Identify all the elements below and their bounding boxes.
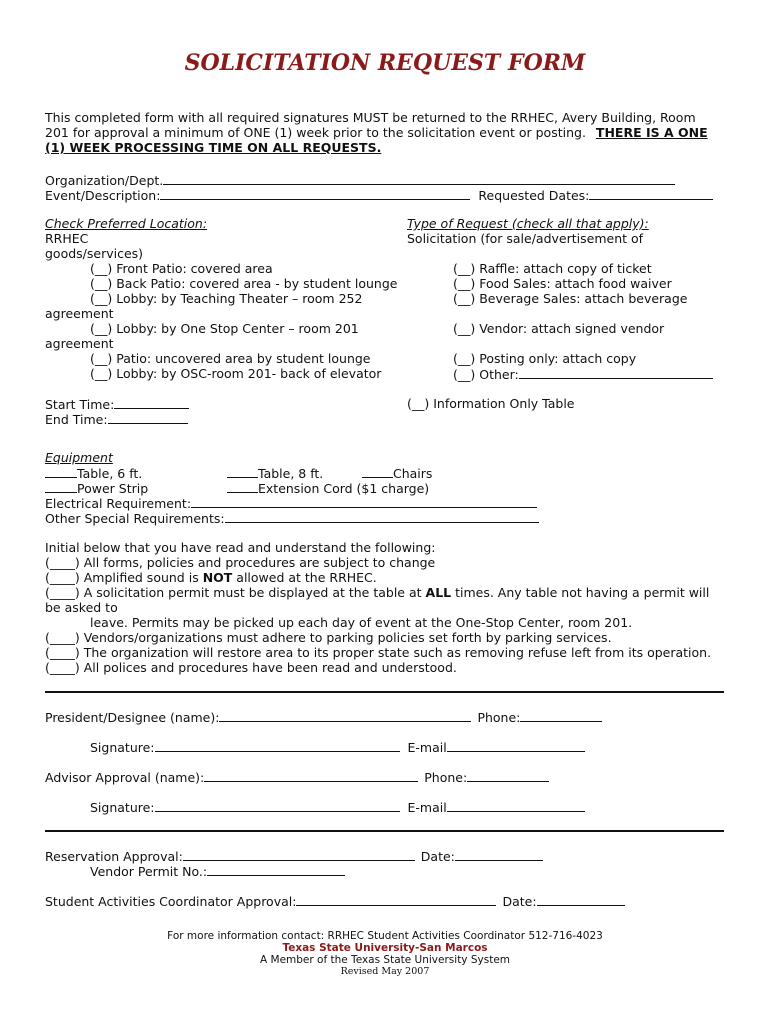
request-info-table[interactable]: (__) Information Only Table: [407, 396, 575, 411]
section-divider-2: [45, 830, 724, 832]
coordinator-row: [45, 893, 625, 909]
footer-member: A Member of the Texas State University System: [259, 954, 511, 966]
extension-cord-qty-field[interactable]: [227, 480, 258, 493]
end-time-field[interactable]: [108, 411, 188, 424]
location-wrap-agreement-1: agreement: [45, 306, 114, 321]
agreement-permit[interactable]: [45, 585, 709, 600]
agreement-sound-not: NOT: [202, 570, 233, 585]
location-rrhec: RRHEC: [45, 231, 89, 246]
agreement-parking[interactable]: (____) Vendors/organizations must adhere to parking policies set forth by parking services.: [45, 630, 612, 645]
equipment-power-strip: [45, 480, 148, 496]
footer-university: Texas State University-San Marcos: [282, 942, 488, 954]
special-requirements-label: Other Special Requirements:: [45, 511, 225, 526]
request-vendor[interactable]: (__) Vendor: attach signed vendor: [453, 321, 665, 336]
advisor-phone-label: Phone:: [424, 770, 468, 785]
location-back-patio[interactable]: (__) Back Patio: covered area - by student lounge: [90, 276, 398, 291]
coordinator-date-label: Date:: [502, 894, 537, 909]
request-raffle[interactable]: (__) Raffle: attach copy of ticket: [453, 261, 652, 276]
advisor-phone-field[interactable]: [467, 769, 549, 782]
footer-revised: Revised May 2007: [340, 966, 430, 977]
president-phone-label: Phone:: [477, 710, 521, 725]
request-other-row: [453, 366, 713, 382]
advisor-name-field[interactable]: [204, 769, 418, 782]
end-time-label: End Time:: [45, 412, 108, 427]
intro-line-2: [45, 125, 708, 140]
chairs-qty-field[interactable]: [362, 465, 393, 478]
intro-processing-notice: THERE IS A ONE: [595, 125, 708, 140]
reservation-date-label: Date:: [420, 849, 455, 864]
table-6-label: Table, 6 ft.: [77, 466, 143, 481]
advisor-email-label: E-mail: [407, 800, 447, 815]
agreement-sound-text: (____) Amplified sound is: [45, 570, 203, 585]
section-divider-1: [45, 691, 724, 693]
agreement-amplified-sound[interactable]: [45, 570, 377, 585]
agreement-permit-text-end: times. Any table not having a permit will: [451, 585, 710, 600]
request-other[interactable]: (__) Other:: [453, 367, 519, 382]
agreement-forms-policies[interactable]: (____) All forms, policies and procedures are subject to change: [45, 555, 436, 570]
requested-dates-field[interactable]: [589, 187, 713, 200]
organization-field[interactable]: [163, 172, 675, 185]
location-patio-uncovered[interactable]: (__) Patio: uncovered area by student lounge: [90, 351, 371, 366]
vendor-permit-label: Vendor Permit No.:: [90, 864, 208, 879]
vendor-permit-row: [90, 863, 345, 879]
power-strip-qty-field[interactable]: [45, 480, 77, 493]
agreement-permit-all: ALL: [425, 585, 452, 600]
start-time-row: [45, 396, 189, 412]
extension-cord-label: Extension Cord ($1 charge): [258, 481, 430, 496]
equipment-table-6: [45, 465, 142, 481]
president-phone-field[interactable]: [520, 709, 602, 722]
special-requirements-row: [45, 510, 539, 526]
special-requirements-field[interactable]: [225, 510, 539, 523]
intro-processing-notice-2: (1) WEEK PROCESSING TIME ON ALL REQUESTS.: [45, 140, 382, 155]
equipment-chairs: [362, 465, 432, 481]
coordinator-field[interactable]: [296, 893, 496, 906]
advisor-row: [45, 769, 549, 785]
advisor-label: Advisor Approval (name):: [45, 770, 205, 785]
table-8-label: Table, 8 ft.: [258, 466, 324, 481]
electrical-field[interactable]: [191, 495, 537, 508]
agreement-restore-area[interactable]: (____) The organization will restore area to its proper state such as removing refuse left from its operation.: [45, 645, 712, 660]
chairs-label: Chairs: [393, 466, 433, 481]
location-heading: Check Preferred Location:: [45, 216, 208, 231]
location-goods: goods/services): [45, 246, 144, 261]
end-time-row: [45, 411, 188, 427]
president-signature-field[interactable]: [155, 739, 400, 752]
coordinator-date-field[interactable]: [537, 893, 625, 906]
requested-dates-label: Requested Dates:: [478, 188, 590, 203]
president-signature-row: [90, 739, 585, 755]
reservation-label: Reservation Approval:: [45, 849, 183, 864]
equipment-heading: Equipment: [45, 450, 113, 465]
advisor-signature-row: [90, 799, 585, 815]
intro-line-2-text: 201 for approval a minimum of ONE (1) week prior to the solicitation event or posting.: [45, 125, 586, 140]
organization-label: Organization/Dept.: [45, 173, 164, 188]
president-label: President/Designee (name):: [45, 710, 220, 725]
reservation-date-field[interactable]: [455, 848, 543, 861]
equipment-extension-cord: [227, 480, 429, 496]
table-8-qty-field[interactable]: [227, 465, 258, 478]
organization-row: [45, 172, 675, 188]
equipment-table-8: [227, 465, 323, 481]
advisor-email-field[interactable]: [447, 799, 585, 812]
agreement-sound-text-end: allowed at the RRHEC.: [232, 570, 377, 585]
president-email-label: E-mail: [407, 740, 447, 755]
location-lobby-osc[interactable]: (__) Lobby: by OSC-room 201- back of elevator: [90, 366, 382, 381]
request-type-heading: Type of Request (check all that apply):: [407, 216, 649, 231]
form-title: SOLICITATION REQUEST FORM: [184, 50, 586, 76]
table-6-qty-field[interactable]: [45, 465, 77, 478]
location-lobby-theater[interactable]: (__) Lobby: by Teaching Theater – room 252: [90, 291, 363, 306]
location-lobby-one-stop[interactable]: (__) Lobby: by One Stop Center – room 201: [90, 321, 359, 336]
agreement-permit-pickup: leave. Permits may be picked up each day of event at the One-Stop Center, room 201.: [90, 615, 633, 630]
agreement-intro: Initial below that you have read and understand the following:: [45, 540, 436, 555]
agreement-policies-read[interactable]: (____) All polices and procedures have been read and understood.: [45, 660, 457, 675]
request-solicitation: Solicitation (for sale/advertisement of: [407, 231, 644, 246]
reservation-field[interactable]: [183, 848, 415, 861]
advisor-signature-label: Signature:: [90, 800, 155, 815]
event-row: [45, 187, 713, 203]
reservation-row: [45, 848, 543, 864]
power-strip-label: Power Strip: [77, 481, 149, 496]
electrical-row: [45, 495, 537, 511]
event-field[interactable]: [160, 187, 470, 200]
vendor-permit-field[interactable]: [207, 863, 345, 876]
president-row: [45, 709, 602, 725]
location-front-patio[interactable]: (__) Front Patio: covered area: [90, 261, 273, 276]
intro-line-1: This completed form with all required signatures MUST be returned to the RRHEC, Avery Building, Room: [45, 110, 696, 125]
electrical-label: Electrical Requirement:: [45, 496, 192, 511]
start-time-label: Start Time:: [45, 397, 115, 412]
agreement-permit-wrap: be asked to: [45, 600, 118, 615]
request-food-sales[interactable]: (__) Food Sales: attach food waiver: [453, 276, 672, 291]
president-signature-label: Signature:: [90, 740, 155, 755]
coordinator-label: Student Activities Coordinator Approval:: [45, 894, 297, 909]
advisor-signature-field[interactable]: [155, 799, 400, 812]
president-name-field[interactable]: [219, 709, 471, 722]
president-email-field[interactable]: [447, 739, 585, 752]
footer-contact: For more information contact: RRHEC Student Activities Coordinator 512-716-4023: [167, 930, 603, 942]
start-time-field[interactable]: [114, 396, 189, 409]
request-other-field[interactable]: [519, 366, 713, 379]
agreement-permit-text: (____) A solicitation permit must be displayed at the table at: [45, 585, 426, 600]
event-label: Event/Description:: [45, 188, 161, 203]
request-posting[interactable]: (__) Posting only: attach copy: [453, 351, 637, 366]
location-wrap-agreement-2: agreement: [45, 336, 114, 351]
request-beverage-sales[interactable]: (__) Beverage Sales: attach beverage: [453, 291, 688, 306]
